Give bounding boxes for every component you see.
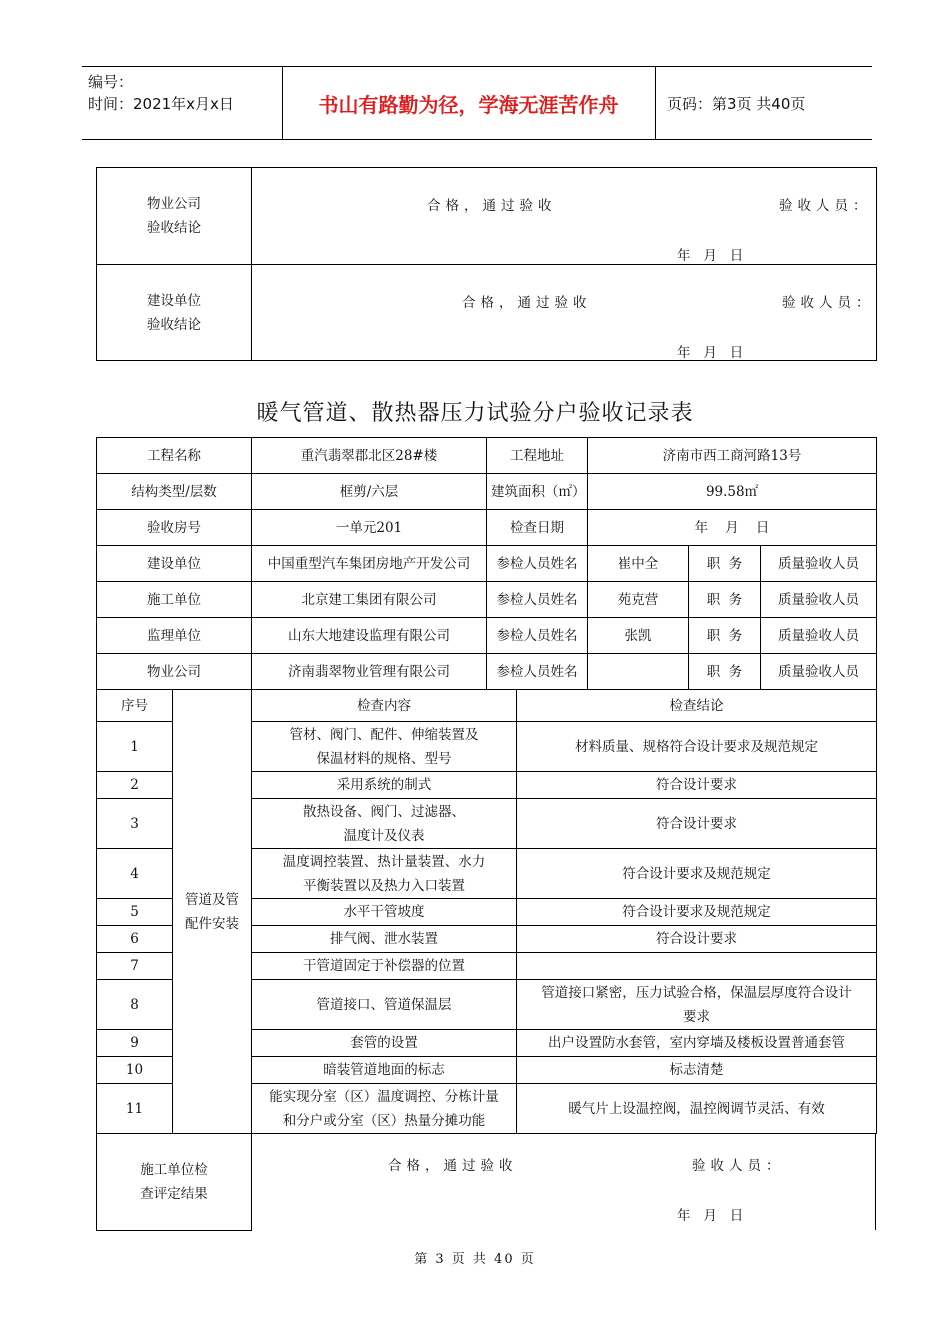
item-seq: 3 (97, 799, 173, 849)
date-label: 年 月 日 (677, 1208, 744, 1224)
item-content (252, 799, 517, 849)
item-content: 套管的设置 (252, 1030, 517, 1057)
verdict-cell (252, 168, 877, 265)
header-motto: 书山有路勤为径，学海无涯苦作舟 (318, 92, 619, 117)
result-line: 要求 (683, 1008, 711, 1025)
content-line: 保温材料的规格、型号 (316, 750, 452, 767)
unit-role: 建设单位 (97, 546, 252, 582)
participant-label: 参检人员姓名 (487, 582, 588, 618)
content-line: 平衡装置以及热力入口装置 (303, 877, 465, 894)
project-name-label: 工程名称 (97, 438, 252, 474)
group-label-line: 配件安装 (185, 915, 239, 932)
document-title: 暖气管道、散热器压力试验分户验收记录表 (256, 401, 694, 426)
date-label: 年 月 日 (677, 345, 744, 361)
item-result: 标志清楚 (517, 1057, 877, 1084)
item-result: 符合设计要求及规范规定 (517, 899, 877, 926)
address: 济南市西工商河路13号 (588, 438, 877, 474)
item-result: 符合设计要求 (517, 772, 877, 799)
item-content: 水平干管坡度 (252, 899, 517, 926)
page-footer: 第 3 页 共 40 页 (414, 1252, 536, 1267)
verdict-text: 合格，通过验收 (427, 198, 557, 214)
item-content: 排气阀、泄水装置 (252, 926, 517, 953)
check-date-label: 检查日期 (487, 510, 588, 546)
item-seq: 1 (97, 722, 173, 772)
inspector-label: 验收人员： (779, 198, 872, 214)
table-row (97, 618, 877, 654)
check-date: 年 月 日 (588, 510, 877, 546)
position-label: 职 务 (689, 618, 761, 654)
header-divider (655, 67, 656, 139)
unit-role: 物业公司 (97, 654, 252, 690)
unit-name: 北京建工集团有限公司 (252, 582, 487, 618)
label-line: 物业公司 (147, 196, 201, 212)
result-line: 管道接口紧密，压力试验合格，保温层厚度符合设计 (541, 984, 852, 1001)
participant-name: 张凯 (588, 618, 689, 654)
table-row (97, 438, 877, 474)
item-result: 出户设置防水套管，室内穿墙及楼板设置普通套管 (517, 1030, 877, 1057)
item-result: 材料质量、规格符合设计要求及规范规定 (517, 722, 877, 772)
inspector-label: 验收人员： (692, 1158, 785, 1174)
item-result: 暖气片上设温控阀，温控阀调节灵活、有效 (517, 1084, 877, 1134)
serial-label: 编号： (88, 73, 134, 91)
table-row (97, 474, 877, 510)
participant-label: 参检人员姓名 (487, 654, 588, 690)
position: 质量验收人员 (761, 654, 877, 690)
item-result: 符合设计要求 (517, 799, 877, 849)
participant-label: 参检人员姓名 (487, 618, 588, 654)
col-seq-header: 序号 (97, 690, 173, 722)
item-seq: 10 (97, 1057, 173, 1084)
structure: 框剪/六层 (252, 474, 487, 510)
unit-name: 山东大地建设监理有限公司 (252, 618, 487, 654)
item-seq: 4 (97, 849, 173, 899)
label-line: 验收结论 (147, 220, 201, 236)
table-edge (875, 1133, 876, 1230)
area: 99.58㎡ (588, 474, 877, 510)
participant-name (588, 654, 689, 690)
col-content-header: 检查内容 (252, 690, 517, 722)
table-row (97, 168, 877, 265)
table-row (97, 510, 877, 546)
position-label: 职 务 (689, 546, 761, 582)
item-seq: 2 (97, 772, 173, 799)
row-label (97, 168, 252, 265)
verdict-cell (252, 265, 877, 361)
item-seq: 6 (97, 926, 173, 953)
date-label: 年 月 日 (677, 248, 744, 264)
verdict-text: 合格，通过验收 (388, 1158, 518, 1174)
inspector-label: 验收人员： (782, 295, 875, 311)
verdict-cell (252, 1134, 877, 1231)
content-line: 温度计及仪表 (343, 827, 425, 844)
row-label (97, 265, 252, 361)
participant-label: 参检人员姓名 (487, 546, 588, 582)
item-seq: 5 (97, 899, 173, 926)
item-seq: 11 (97, 1084, 173, 1134)
content-line: 散热设备、阀门、过滤器、 (303, 803, 465, 820)
item-seq: 9 (97, 1030, 173, 1057)
content-line: 温度调控装置、热计量装置、水力 (282, 853, 486, 870)
header-page-info: 页码：第3页 共40页 (667, 94, 806, 113)
table-row (97, 654, 877, 690)
table-row (97, 690, 877, 722)
col-result-header: 检查结论 (517, 690, 877, 722)
group-label (173, 690, 252, 1134)
inspection-table (96, 437, 877, 1231)
item-result: 符合设计要求及规范规定 (517, 849, 877, 899)
page-header (82, 66, 872, 140)
unit-name: 济南翡翠物业管理有限公司 (252, 654, 487, 690)
content-line: 能实现分室（区）温度调控、分栋计量 (269, 1088, 499, 1105)
room: 一单元201 (252, 510, 487, 546)
item-seq: 8 (97, 980, 173, 1030)
header-meta (88, 71, 234, 115)
position-label: 职 务 (689, 654, 761, 690)
room-label: 验收房号 (97, 510, 252, 546)
label-line: 查评定结果 (140, 1186, 208, 1202)
table-row (97, 1134, 877, 1231)
item-content (252, 849, 517, 899)
item-content: 干管道固定于补偿器的位置 (252, 953, 517, 980)
item-result (517, 953, 877, 980)
bottom-label (97, 1134, 252, 1231)
position-label: 职 务 (689, 582, 761, 618)
item-content: 暗装管道地面的标志 (252, 1057, 517, 1084)
table-row (97, 582, 877, 618)
label-line: 施工单位检 (140, 1162, 208, 1178)
group-label-line: 管道及管 (185, 891, 239, 908)
unit-role: 监理单位 (97, 618, 252, 654)
structure-label: 结构类型/层数 (97, 474, 252, 510)
position: 质量验收人员 (761, 618, 877, 654)
item-result (517, 980, 877, 1030)
time-label: 时间：2021年x月x日 (88, 95, 234, 113)
address-label: 工程地址 (487, 438, 588, 474)
content-line: 和分户或分室（区）热量分摊功能 (282, 1112, 486, 1129)
position: 质量验收人员 (761, 546, 877, 582)
table-row (97, 265, 877, 361)
unit-name: 中国重型汽车集团房地产开发公司 (252, 546, 487, 582)
participant-name: 崔中全 (588, 546, 689, 582)
item-content: 管道接口、管道保温层 (252, 980, 517, 1030)
label-line: 建设单位 (147, 292, 201, 309)
verdict-text: 合格，通过验收 (462, 295, 592, 311)
content-line: 管材、阀门、配件、伸缩装置及 (289, 726, 479, 743)
area-label: 建筑面积（㎡） (487, 474, 588, 510)
unit-role: 施工单位 (97, 582, 252, 618)
item-content: 采用系统的制式 (252, 772, 517, 799)
label-line: 验收结论 (147, 316, 201, 333)
participant-name: 苑克营 (588, 582, 689, 618)
item-seq: 7 (97, 953, 173, 980)
item-result: 符合设计要求 (517, 926, 877, 953)
position: 质量验收人员 (761, 582, 877, 618)
top-verdict-table (96, 167, 877, 361)
table-row (97, 546, 877, 582)
project-name: 重汽翡翠郡北区28#楼 (252, 438, 487, 474)
item-content (252, 722, 517, 772)
item-content (252, 1084, 517, 1134)
